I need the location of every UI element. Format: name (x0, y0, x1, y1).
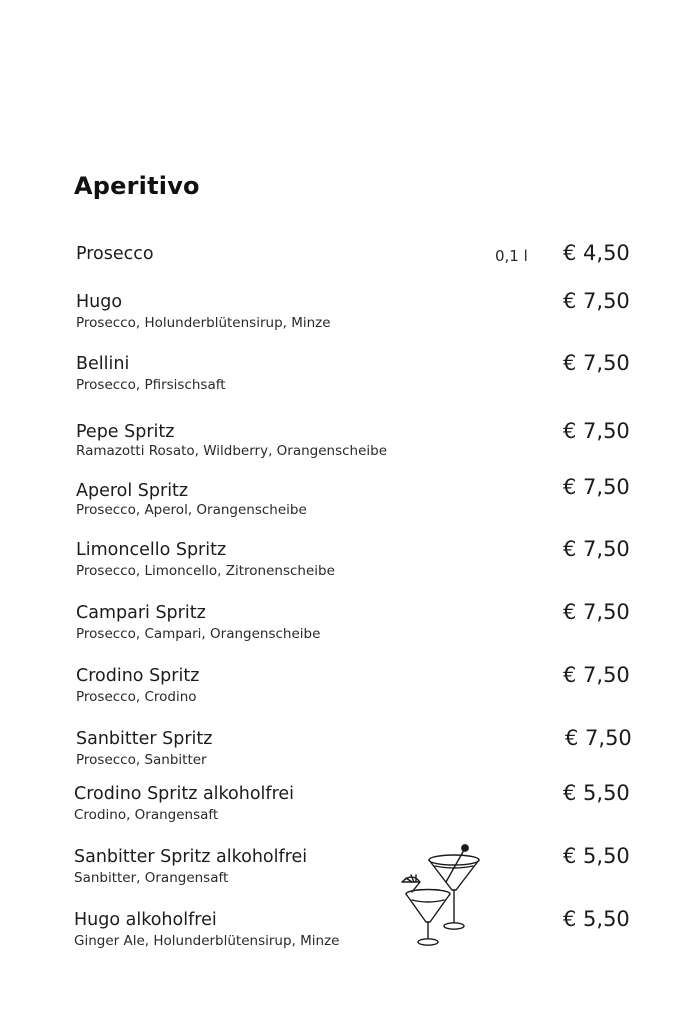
item-name: Prosecco (76, 244, 154, 264)
menu-item-pepe-spritz (0, 419, 690, 472)
item-name: Crodino Spritz alkoholfrei (74, 784, 295, 804)
item-price: € 7,50 (563, 537, 630, 561)
item-name: Campari Spritz (76, 603, 206, 623)
item-price: € 7,50 (565, 726, 632, 750)
item-description: Prosecco, Campari, Orangenscheibe (76, 626, 321, 642)
item-name: Limoncello Spritz (76, 540, 227, 560)
menu-item-hugo-alkoholfrei (0, 907, 690, 960)
menu-item-crodino-spritz (0, 663, 690, 716)
item-price: € 7,50 (563, 475, 630, 499)
menu-item-hugo (0, 289, 690, 342)
menu-item-campari-spritz (0, 600, 690, 653)
item-name: Sanbitter Spritz (76, 729, 213, 749)
menu-item-sanbitter-spritz (0, 726, 690, 779)
item-price: € 7,50 (563, 663, 630, 687)
item-name: Bellini (76, 354, 130, 374)
item-name: Aperol Spritz (76, 481, 189, 501)
item-price: € 5,50 (563, 907, 630, 931)
item-description: Prosecco, Crodino (76, 689, 197, 705)
item-description: Ginger Ale, Holunderblütensirup, Minze (74, 933, 340, 949)
item-description: Prosecco, Aperol, Orangenscheibe (76, 502, 307, 518)
menu-item-limoncello-spritz (0, 537, 690, 590)
menu-item-aperol-spritz (0, 475, 690, 531)
item-description: Crodino, Orangensaft (74, 807, 219, 823)
item-name: Hugo (76, 292, 123, 312)
section-title: Aperitivo (74, 172, 200, 200)
item-name: Pepe Spritz (76, 422, 175, 442)
item-price: € 5,50 (563, 844, 630, 868)
item-price: € 4,50 (563, 241, 630, 265)
item-price: € 5,50 (563, 781, 630, 805)
item-description: Prosecco, Pfirsischsaft (76, 377, 226, 393)
item-price: € 7,50 (563, 351, 630, 375)
item-price: € 7,50 (563, 600, 630, 624)
item-description: Ramazotti Rosato, Wildberry, Orangenscheibe (76, 443, 388, 459)
item-name: Crodino Spritz (76, 666, 200, 686)
item-volume: 0,1 l (495, 247, 528, 265)
menu-item-crodino-spritz-alkoholfrei (0, 781, 690, 834)
item-description: Sanbitter, Orangensaft (74, 870, 229, 886)
item-price: € 7,50 (563, 419, 630, 443)
item-description: Prosecco, Sanbitter (76, 752, 207, 768)
cocktail-glasses-icon (398, 842, 482, 950)
item-description: Prosecco, Limoncello, Zitronenscheibe (76, 563, 335, 579)
item-name: Sanbitter Spritz alkoholfrei (74, 847, 308, 867)
menu-item-prosecco (0, 241, 690, 294)
item-description: Prosecco, Holunderblütensirup, Minze (76, 315, 331, 331)
item-price: € 7,50 (563, 289, 630, 313)
menu-item-sanbitter-spritz-alkoholfrei (0, 844, 690, 897)
item-name: Hugo alkoholfrei (74, 910, 217, 930)
menu-item-bellini (0, 351, 690, 404)
